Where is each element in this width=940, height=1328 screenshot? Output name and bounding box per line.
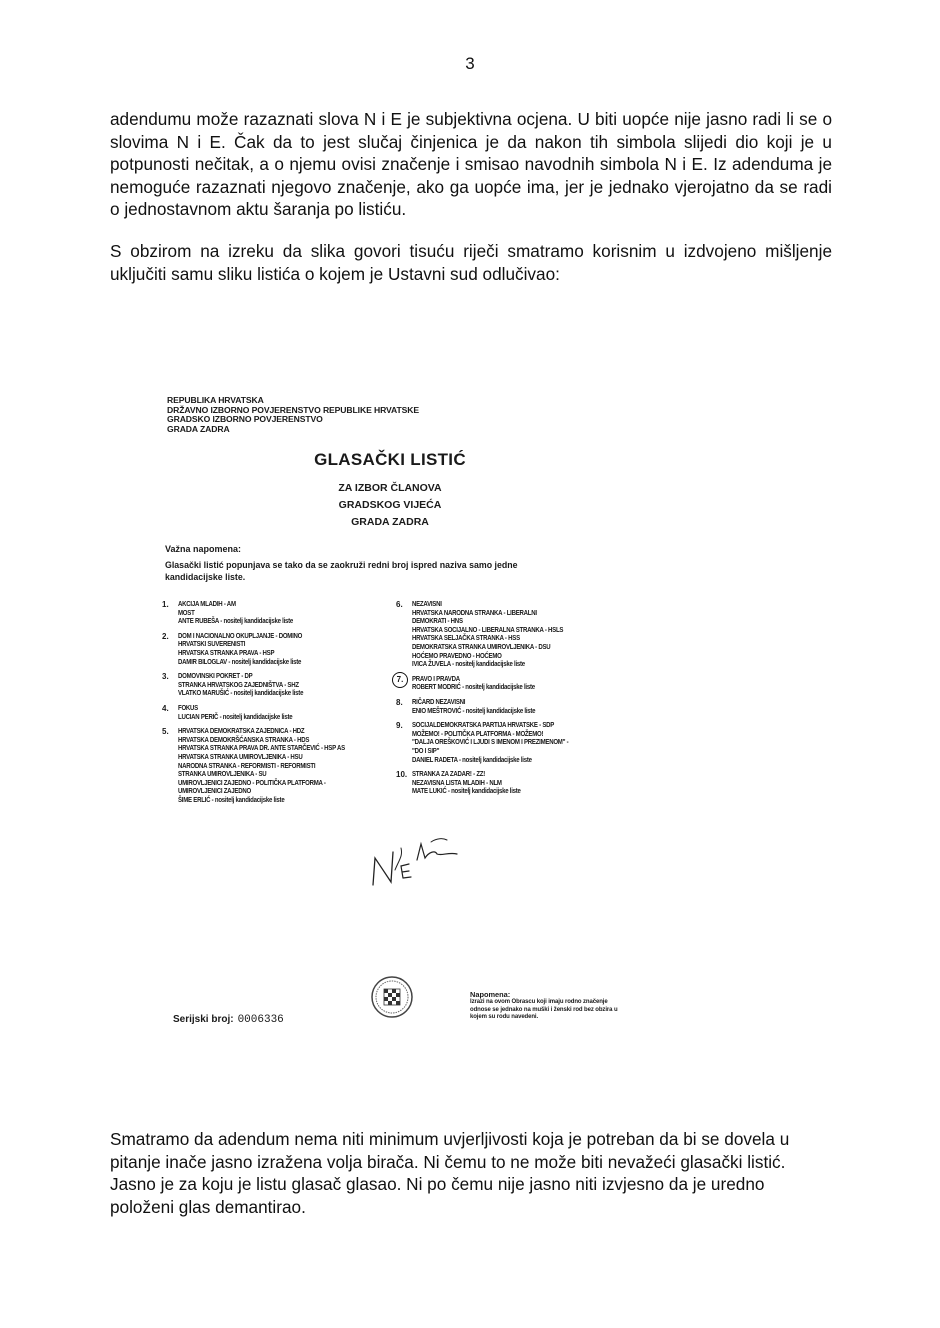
ballot-list-line: PRAVO I PRAVDA — [412, 673, 460, 683]
ballot-list-line: ŠIME ERLIĆ - nositelj kandidacijske liste — [178, 794, 285, 804]
ballot-list-item — [396, 698, 626, 715]
ballot-list-lines — [412, 698, 535, 715]
ballot-list-item — [396, 600, 626, 669]
ballot-list-number: 2. — [162, 631, 169, 641]
paragraph-1: adendumu može razaznati slova N i E je subjektivna ocjena. U biti uopće nije jasno radi li se o slovima N i E. Čak da to jest slučaj činjenica je da nakon tih simbola slijedi dio koji je u potpunosti nečitak, a o njemu ovisi značenje i smisao navodnih simbola N i E. Iz adenduma je nemoguće razaznati njegovo značenje, ako ga uopće ima, jer je jednako vjerojatno da se radi o jednostavnom aktu šaranja po listiću. — [110, 109, 832, 219]
ballot-list-line: HRVATSKA SOCIJALNO - LIBERALNA STRANKA - HSLS — [412, 624, 564, 634]
handwritten-annotation — [365, 830, 465, 900]
ballot-note-text: Glasački listić popunjava se tako da se zaokruži redni broj ispred naziva samo jedne kandidacijske liste. — [165, 560, 518, 582]
paragraph-3: Smatramo da adendum nema niti minimum uvjerljivosti koja je potreban da bi se dovela u pitanje inače jasno izražena volja birača. Ni čemu to ne može biti nevažeći glasački listić. Jasno je za koju je listu glasač glasao. Ni po čemu nije jasno niti izvjesno da je uredno položeni glas demantirao. — [110, 1129, 790, 1217]
ballot-list-lines — [178, 727, 345, 804]
ballot-list-line: HRVATSKA SELJAČKA STRANKA - HSS — [412, 633, 520, 643]
ballot-list-line: HRVATSKA NARODNA STRANKA - LIBERALNI — [412, 607, 537, 617]
ballot-list-line: DEMOKRATI - HNS — [412, 616, 463, 626]
ballot-list-number: 5. — [162, 727, 169, 737]
ballot-list-line: VLATKO MARUŠIĆ - nositelj kandidacijske liste — [178, 688, 304, 698]
ballot-list-number: 3. — [162, 672, 169, 682]
ballot-list-line: STRANKA HRVATSKOG ZAJEDNIŠTVA - SHZ — [178, 679, 299, 689]
ballot-list-line: ROBERT MODRIĆ - nositelj kandidacijske liste — [412, 682, 535, 692]
ballot-header-line: GRADA ZADRA — [167, 423, 230, 434]
ballot-list-lines — [412, 721, 568, 764]
ballot-subtitle — [150, 480, 630, 531]
ballot-list-line: MOŽEMO! - POLITIČKA PLATFORMA - MOŽEMO! — [412, 728, 544, 738]
ballot-list-item — [162, 600, 392, 626]
serial-label: Serijski broj: — [173, 1014, 234, 1025]
ballot-list-lines — [412, 675, 535, 692]
ballot-subtitle-line: ZA IZBOR ČLANOVA — [338, 482, 442, 494]
ballot-list-line: ENIO MEŠTROVIĆ - nositelj kandidacijske liste — [412, 705, 536, 715]
ballot-list-line: DEMOKRATSKA STRANKA UMIROVLJENIKA - DSU — [412, 641, 551, 651]
ballot-list-line: LUCIAN PERIČ - nositelj kandidacijske liste — [178, 711, 293, 721]
ballot-list-item — [396, 721, 626, 764]
ballot-lists-right — [396, 600, 626, 802]
ballot-header-line: GRADSKO IZBORNO POVJERENSTVO — [167, 414, 323, 425]
ballot-image — [150, 380, 630, 1060]
ballot-list-number: 6. — [396, 600, 403, 609]
ballot-list-item — [162, 672, 392, 698]
ballot-list-lines — [412, 600, 563, 669]
ballot-list-item — [162, 632, 392, 666]
ballot-subtitle-line: GRADA ZADRA — [351, 516, 429, 528]
ballot-list-number: 4. — [162, 703, 169, 713]
ballot-list-line: HRVATSKA DEMOKRŠĆANSKA STRANKA - HDS — [178, 734, 310, 744]
coat-of-arms-seal-icon — [370, 975, 414, 1019]
ballot-list-line: HRVATSKA STRANKA PRAVA DR. ANTE STARČEVIĆ - HSP AS — [178, 743, 345, 753]
ballot-list-line: STRANKA ZA ZADAR! - ZZ! — [412, 769, 486, 779]
ballot-footnote-label: Napomena: — [470, 990, 511, 999]
ballot-list-line: HRVATSKI SUVERENISTI — [178, 639, 246, 649]
ballot-list-line: "DALJA OREŠKOVIĆ I LJUDI S IMENOM I PREZIMENOM" - — [412, 737, 569, 747]
ballot-list-line: HOĆEMO PRAVEDNO - HOĆEMO — [412, 650, 502, 660]
ballot-list-line: AKCIJA MLADIH - AM — [178, 599, 236, 608]
ballot-footnote — [470, 990, 620, 1022]
ballot-list-line: UMIROVLJENICI ZAJEDNO - POLITIČKA PLATFORMA - — [178, 777, 326, 787]
ballot-list-lines — [178, 632, 302, 666]
ballot-list-item — [162, 727, 392, 804]
ballot-list-line: IVICA ŽUVELA - nositelj kandidacijske liste — [412, 659, 525, 669]
ballot-lists-left — [162, 600, 392, 810]
ballot-list-number: 10. — [396, 770, 408, 780]
ballot-header-line: REPUBLIKA HRVATSKA — [167, 395, 264, 405]
ballot-list-number: 8. — [396, 697, 403, 707]
ballot-list-number: 9. — [396, 721, 403, 731]
ballot-title: GLASAČKI LISTIĆ — [314, 450, 466, 469]
ballot-list-line: "DO I SIP" — [412, 745, 440, 755]
ballot-list-line: SOCIJALDEMOKRATSKA PARTIJA HRVATSKE - SDP — [412, 720, 555, 730]
ballot-header-line: DRŽAVNO IZBORNO POVJERENSTVO REPUBLIKE HRVATSKE — [167, 404, 420, 415]
ballot-list-lines — [178, 672, 303, 698]
ballot-subtitle-line: GRADSKOG VIJEĆA — [338, 499, 442, 511]
page-number: 3 — [465, 54, 475, 73]
ballot-list-lines — [412, 770, 521, 796]
ballot-list-line: MATE LUKIĆ - nositelj kandidacijske liste — [412, 786, 521, 796]
ballot-list-line: STRANKA UMIROVLJENIKA - SU — [178, 769, 267, 779]
ballot-list-line: HRVATSKA STRANKA UMIROVLJENIKA - HSU — [178, 751, 303, 761]
ballot-list-line: ANTE RUBEŠA - nositelj kandidacijske liste — [178, 616, 294, 626]
ballot-list-lines — [178, 600, 293, 626]
ballot-list-line: DANIEL RADETA - nositelj kandidacijske liste — [412, 754, 532, 764]
ballot-list-item — [396, 675, 626, 692]
ballot-list-line: DOMOVINSKI POKRET - DP — [178, 671, 253, 681]
ballot-list-item — [396, 770, 626, 796]
ballot-list-lines — [178, 704, 292, 721]
ballot-note-label: Važna napomena: — [165, 544, 242, 554]
ballot-list-line: DAMIR BILOGLAV - nositelj kandidacijske liste — [178, 656, 302, 666]
ballot-list-line: RIČARD NEZAVISNI — [412, 696, 466, 706]
ballot-list-line: NEZAVISNA LISTA MLADIH - NLM — [412, 777, 502, 787]
ballot-footnote-text: Izrazi na ovom Obrascu koji imaju rodno značenje odnose se jednako na muški i ženski rod bez obzira u kojem su rodu navedeni. — [470, 999, 618, 1021]
ballot-list-line: MOST — [178, 607, 195, 617]
ballot-list-number: 1. — [162, 600, 169, 609]
ballot-list-line: UMIROVLJENICI ZAJEDNO — [178, 786, 251, 796]
ballot-list-number-circled: 7. — [392, 672, 408, 688]
ballot-list-line: NARODNA STRANKA - REFORMISTI - REFORMISTI — [178, 760, 316, 770]
ballot-list-line: HRVATSKA DEMOKRATSKA ZAJEDNICA - HDZ — [178, 726, 305, 736]
ballot-header — [167, 396, 419, 434]
ballot-list-line: NEZAVISNI — [412, 599, 442, 608]
serial-number-block — [173, 1014, 284, 1026]
ballot-list-line: FOKUS — [178, 702, 198, 712]
ballot-list-item — [162, 704, 392, 721]
serial-number: 0006336 — [237, 1014, 284, 1026]
ballot-list-line: DOM I NACIONALNO OKUPLJANJE - DOMINO — [178, 630, 303, 640]
ballot-list-line: HRVATSKA STRANKA PRAVA - HSP — [178, 647, 275, 657]
paragraph-2: S obzirom na izreku da slika govori tisuću riječi smatramo korisnim u izdvojeno mišljenje uključiti samu sliku listića o kojem je Ustavni sud odlučivao: — [110, 241, 832, 284]
